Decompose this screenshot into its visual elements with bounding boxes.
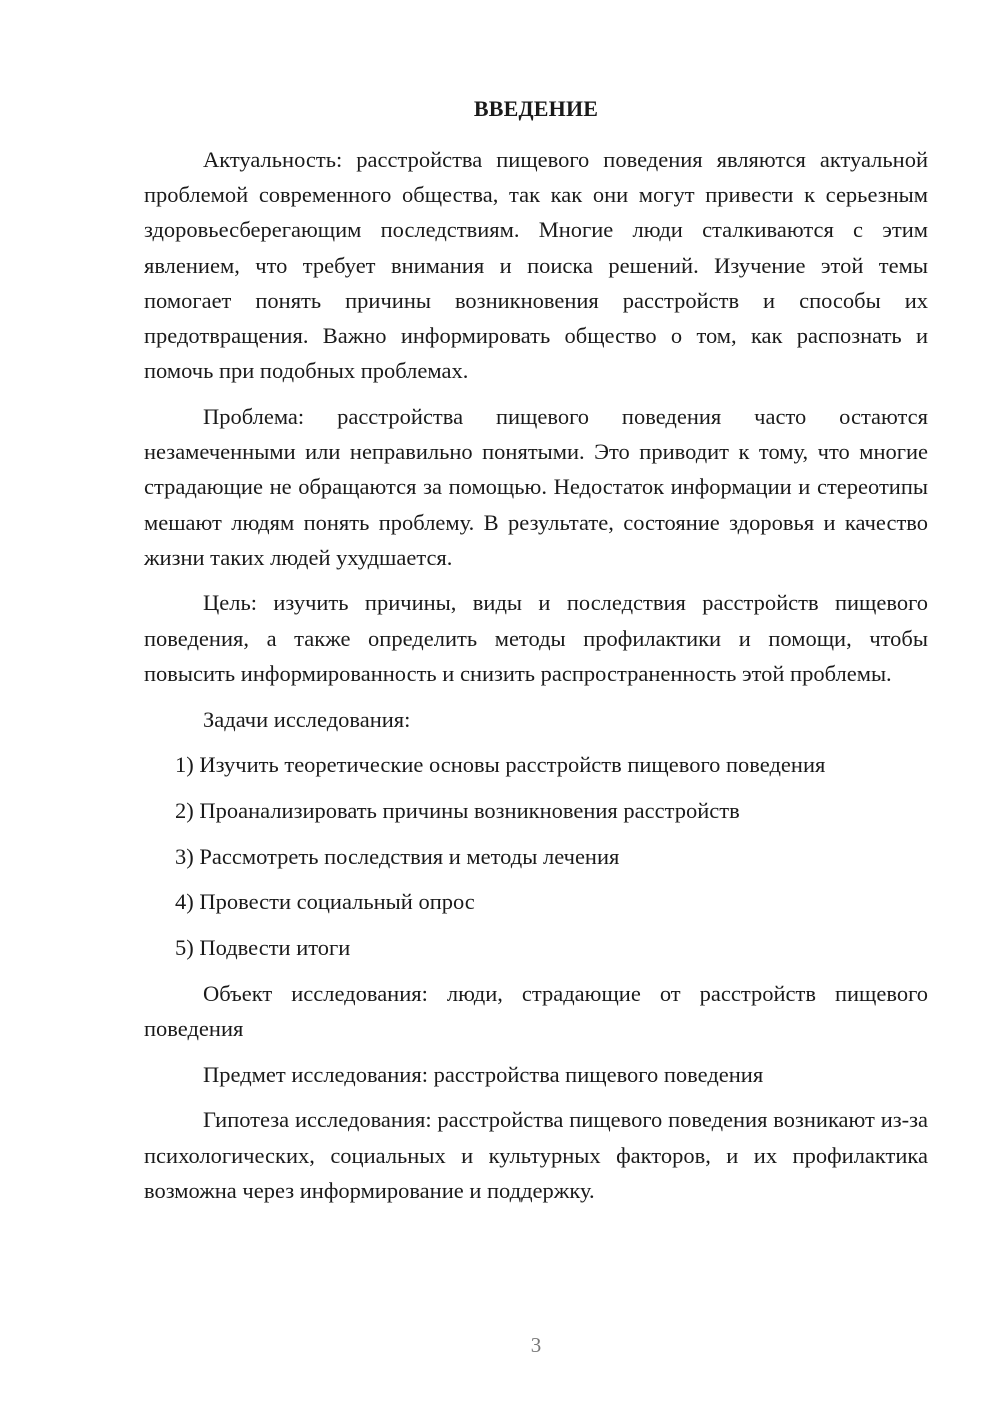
goal-paragraph: Цель: изучить причины, виды и последствия расстройств пищевого поведения, а также определить методы профилактики и помощи, чтобы повысить информированность и снизить распространенность этой проблемы.	[144, 590, 928, 686]
tasks-list	[144, 747, 928, 965]
tasks-heading: Задачи исследования:	[203, 706, 411, 732]
task-item: 4) Провести социальный опрос	[175, 889, 475, 915]
document-body	[144, 142, 928, 1218]
task-item: 5) Подвести итоги	[175, 935, 351, 961]
relevance-paragraph: Актуальность: расстройства пищевого поведения являются актуальной проблемой современного общества, так как они могут привести к серьезным здоровьесберегающим последствиям. Многие люди сталкиваются с этим явлением, что требует внимания и поиска решений. Изучение этой темы помогает понять причины возникновения расстройств и способы их предотвращения. Важно информировать общество о том, как распознать и помочь при подобных проблемах.	[144, 147, 928, 384]
task-item: 1) Изучить теоретические основы расстройств пищевого поведения	[175, 752, 826, 778]
object-paragraph: Объект исследования: люди, страдающие от расстройств пищевого поведения	[144, 980, 928, 1041]
page-title: ВВЕДЕНИЕ	[473, 96, 599, 121]
hypothesis-paragraph: Гипотеза исследования: расстройства пищевого поведения возникают из-за психологических, социальных и культурных факторов, и их профилактика возможна через информирование и поддержку.	[144, 1107, 928, 1203]
page-number: 3	[530, 1333, 542, 1357]
subject-paragraph: Предмет исследования: расстройства пищевого поведения	[203, 1061, 764, 1087]
task-item: 2) Проанализировать причины возникновения расстройств	[175, 797, 740, 823]
problem-paragraph: Проблема: расстройства пищевого поведения часто остаются незамеченными или неправильно понятыми. Это приводит к тому, что многие страдающие не обращаются за помощью. Недостаток информации и стереотипы мешают людям понять проблему. В результате, состояние здоровья и качество жизни таких людей ухудшается.	[144, 403, 928, 570]
task-item: 3) Рассмотреть последствия и методы лечения	[175, 843, 620, 869]
